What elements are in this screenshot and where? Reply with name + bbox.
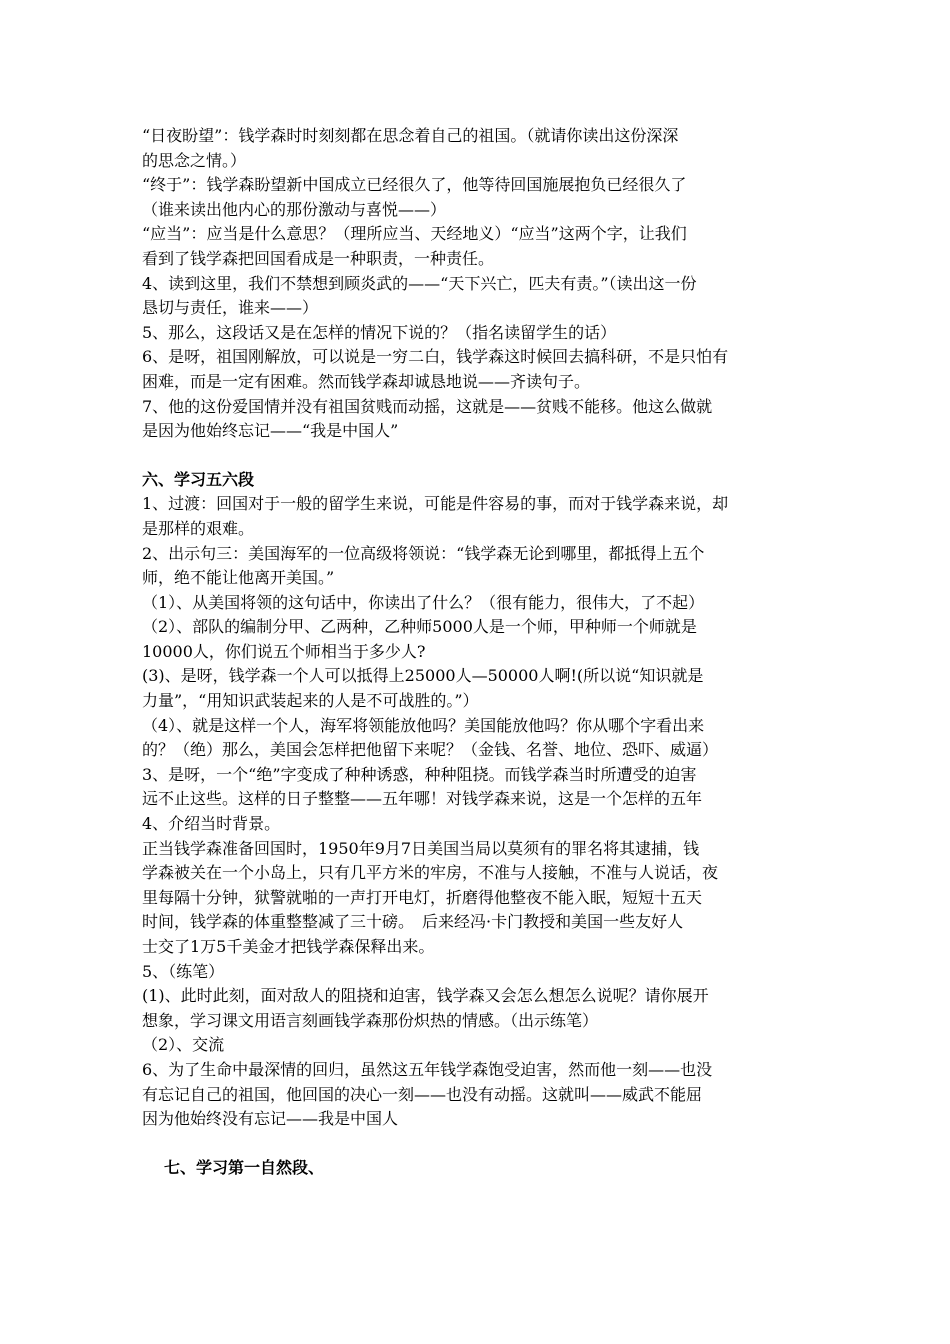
- document-page: [142, 124, 814, 1180]
- text-line: 困难，而是一定有困难。然而钱学森却诚恳地说——齐读句子。: [142, 371, 591, 391]
- text-line: 士交了1万5千美金才把钱学森保释出来。: [142, 937, 435, 956]
- text-line: “日夜盼望”：钱学森时时刻刻都在思念着自己的祖国。（就请你读出这份深深: [142, 126, 679, 145]
- text-line: 看到了钱学森把回国看成是一种职责，一种责任。: [142, 248, 495, 268]
- text-line: 3、是呀，一个“绝”字变成了种种诱惑，种种阻挠。而钱学森当时所遭受的迫害: [142, 764, 697, 784]
- text-line: 师，绝不能让他离开美国。”: [142, 568, 335, 588]
- text-line: （2）、交流: [142, 1035, 225, 1055]
- text-line: 力量”，“用知识武装起来的人是不可战胜的。”）: [142, 691, 479, 711]
- text-line: “终于”：钱学森盼望新中国成立已经很久了，他等待回国施展抱负已经很久了: [142, 175, 687, 195]
- text-line: 6、是呀，祖国刚解放，可以说是一穷二白，钱学森这时候回去搞科研，不是只怕有: [142, 347, 729, 367]
- text-line: 远不止这些。这样的日子整整——五年哪！对钱学森来说，这是一个怎样的五年: [142, 789, 703, 809]
- text-line: 2、出示句三：美国海军的一位高级将领说：“钱学森无论到哪里，都抵得上五个: [142, 543, 705, 563]
- text-line: 时间，钱学森的体重整整减了三十磅。 后来经冯·卡门教授和美国一些友好人: [142, 912, 684, 932]
- text-line: “应当”：应当是什么意思？（理所应当、天经地义）“应当”这两个字，让我们: [142, 224, 687, 244]
- text-line: （1）、从美国将领的这句话中，你读出了什么？（很有能力，很伟大，了不起）: [142, 592, 705, 612]
- text-line: 因为他始终没有忘记——我是中国人: [142, 1109, 399, 1129]
- text-line: 有忘记自己的祖国，他回国的决心一刻——也没有动摇。这就叫——威武不能屈: [142, 1084, 703, 1104]
- paragraph-block-2: [142, 492, 814, 1131]
- text-line: 1、过渡：回国对于一般的留学生来说，可能是件容易的事，而对于钱学森来说，却: [142, 494, 729, 514]
- text-line: （谁来读出他内心的那份激动与喜悦——）: [142, 199, 447, 219]
- text-line: 学森被关在一个小岛上，只有几平方米的牢房，不准与人接触，不准与人说话，夜: [142, 863, 719, 883]
- section-heading-7: 七、学习第一自然段、: [164, 1157, 325, 1177]
- text-line: 4、读到这里，我们不禁想到顾炎武的——“天下兴亡，匹夫有责。”（读出这一份: [142, 273, 697, 293]
- text-line: (3)、是呀，钱学森一个人可以抵得上25000人—50000人啊!(所以说“知识就是: [142, 666, 704, 686]
- text-line: 的？（绝）那么，美国会怎样把他留下来呢？（金钱、名誉、地位、恐吓、威逼）: [142, 740, 719, 760]
- text-line: 是因为他始终忘记——“我是中国人”: [142, 421, 399, 441]
- spacer: [142, 444, 814, 468]
- paragraph-block-1: [142, 124, 814, 444]
- text-line: 5、那么，这段话又是在怎样的情况下说的？（指名读留学生的话）: [142, 322, 617, 342]
- text-line: 6、为了生命中最深情的回归，虽然这五年钱学森饱受迫害，然而他一刻——也没: [142, 1059, 713, 1079]
- text-line: 恳切与责任，谁来——）: [142, 298, 319, 318]
- text-line: 里每隔十分钟，狱警就啪的一声打开电灯，折磨得他整夜不能入眠，短短十五天: [142, 887, 703, 907]
- section-heading-6: 六、学习五六段: [142, 469, 255, 489]
- text-line: 10000人，你们说五个师相当于多少人?: [142, 641, 426, 661]
- text-line: （4）、就是这样一个人，海军将领能放他吗？美国能放他吗？你从哪个字看出来: [142, 715, 705, 735]
- spacer: [142, 1132, 814, 1156]
- text-line: 是那样的艰难。: [142, 518, 255, 538]
- text-line: 4、介绍当时背景。: [142, 814, 281, 834]
- text-line: 想象，学习课文用语言刻画钱学森那份炽热的情感。（出示练笔）: [142, 1010, 599, 1030]
- text-line: 7、他的这份爱国情并没有祖国贫贱而动摇，这就是——贫贱不能移。他这么做就: [142, 396, 713, 416]
- text-line: 正当钱学森准备回国时，1950年9月7日美国当局以莫须有的罪名将其逮捕，钱: [142, 838, 700, 858]
- text-line: (1)、此时此刻，面对敌人的阻挠和迫害，钱学森又会怎么想怎么说呢？请你展开: [142, 986, 709, 1006]
- text-line: 的思念之情。）: [142, 150, 247, 170]
- text-line: 5、（练笔）: [142, 961, 225, 981]
- text-line: （2）、部队的编制分甲、乙两种，乙种师5000人是一个师，甲种师一个师就是: [142, 617, 697, 637]
